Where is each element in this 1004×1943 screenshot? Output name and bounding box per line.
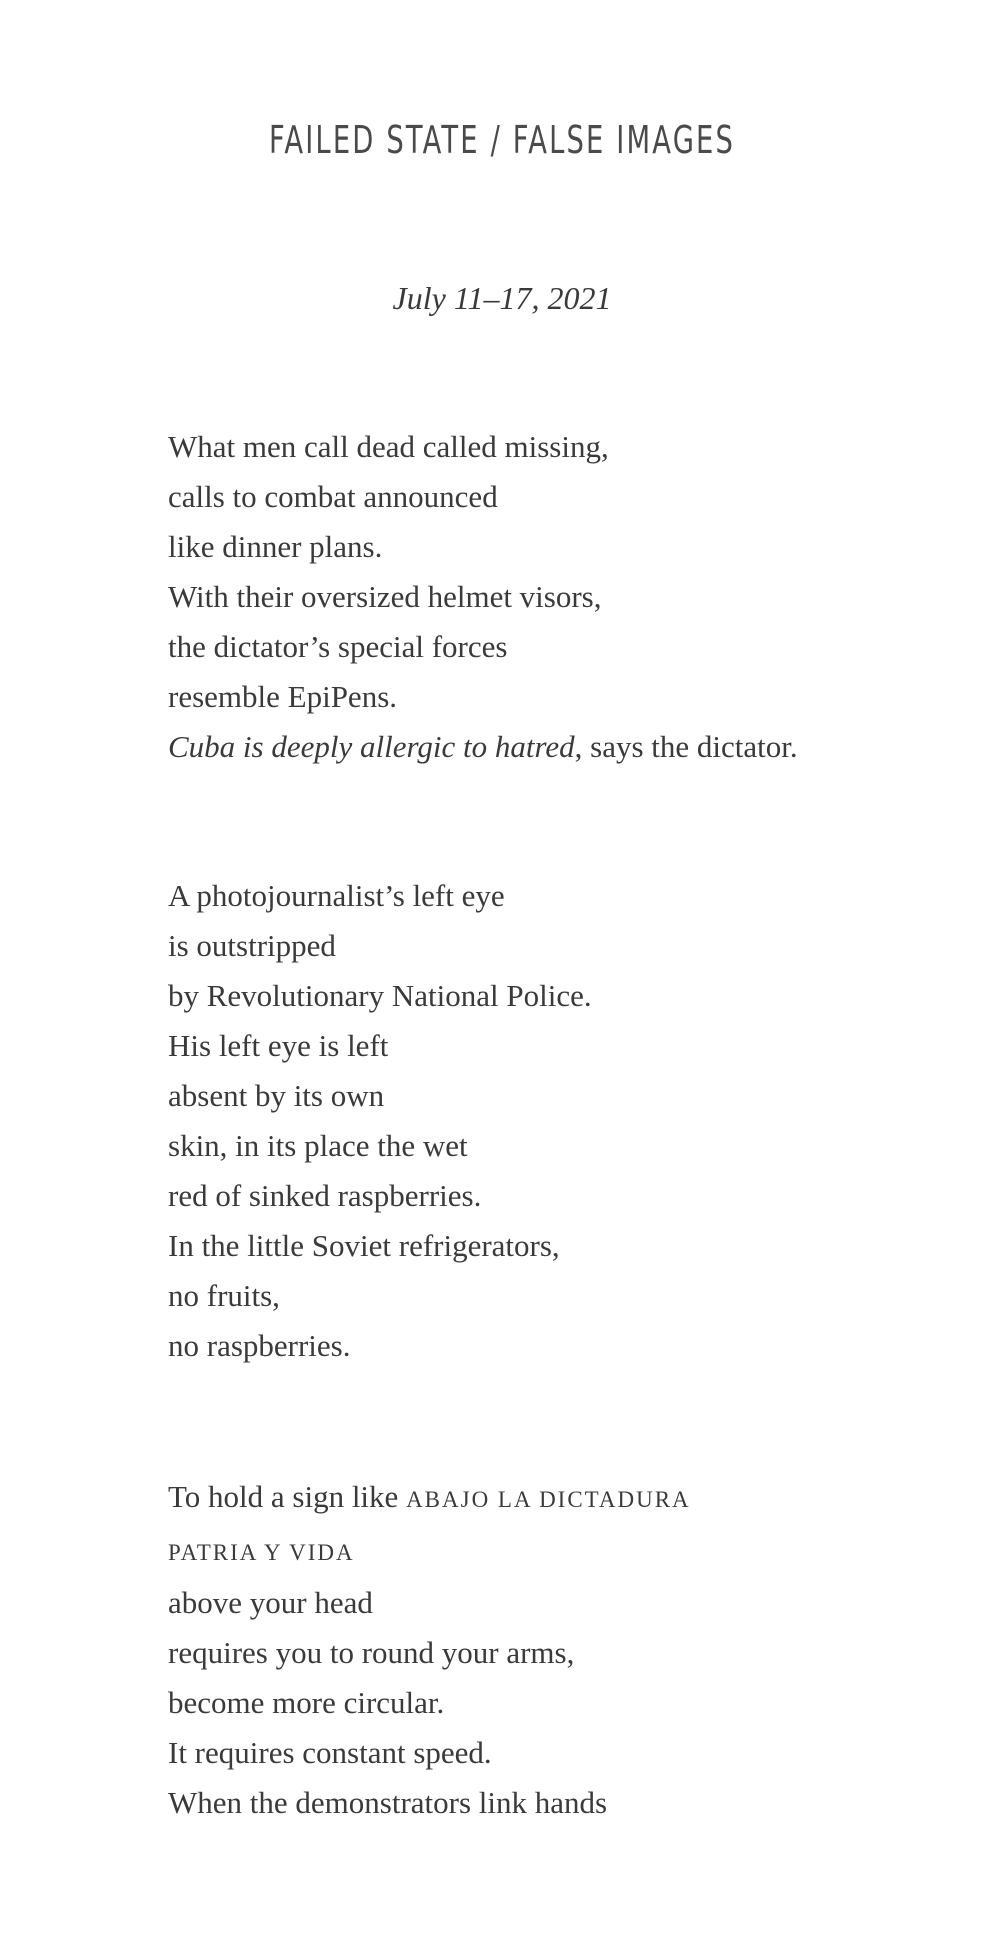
italic-quote: Cuba is deeply allergic to hatred [168,729,575,764]
stanza-3 [168,1472,691,1828]
sign-text-small-caps: ABAJO LA DICTADURA [406,1487,691,1512]
poem-line [168,1525,691,1578]
sign-text-small-caps: PATRIA Y VIDA [168,1540,355,1565]
poem-line: It requires constant speed. [168,1735,492,1770]
poem-line: red of sinked raspberries. [168,1178,482,1213]
poem-line [168,1472,691,1525]
poem-line: is outstripped [168,928,336,963]
poem-line: In the little Soviet refrigerators, [168,1228,560,1263]
poem-line: absent by its own [168,1078,385,1113]
attribution-text: , says the dictator. [574,729,798,764]
poem-line [168,722,798,772]
poem-line: no fruits, [168,1278,280,1313]
stanza-1 [168,422,798,772]
poem-title: FAILED STATE / FALSE IMAGES [268,118,736,162]
poem-line: calls to combat announced [168,479,498,514]
poem-line: requires you to round your arms, [168,1635,575,1670]
poem-line: by Revolutionary National Police. [168,978,592,1013]
poem-line: above your head [168,1585,373,1620]
poem-line: like dinner plans. [168,529,383,564]
poem-line: When the demonstrators link hands [168,1785,608,1820]
poem-dateline: July 11–17, 2021 [392,280,612,316]
poem-line: With their oversized helmet visors, [168,579,602,614]
poem-line: A photojournalist’s left eye [168,878,505,913]
poem-line: the dictator’s special forces [168,629,508,664]
poem-line: no raspberries. [168,1328,351,1363]
stanza-2 [168,871,592,1371]
poem-line: His left eye is left [168,1028,389,1063]
line-text: To hold a sign like [168,1479,407,1514]
poem-line: become more circular. [168,1685,445,1720]
poem-line: What men call dead called missing, [168,429,609,464]
poem-line: skin, in its place the wet [168,1128,468,1163]
poem-line: resemble EpiPens. [168,679,398,714]
